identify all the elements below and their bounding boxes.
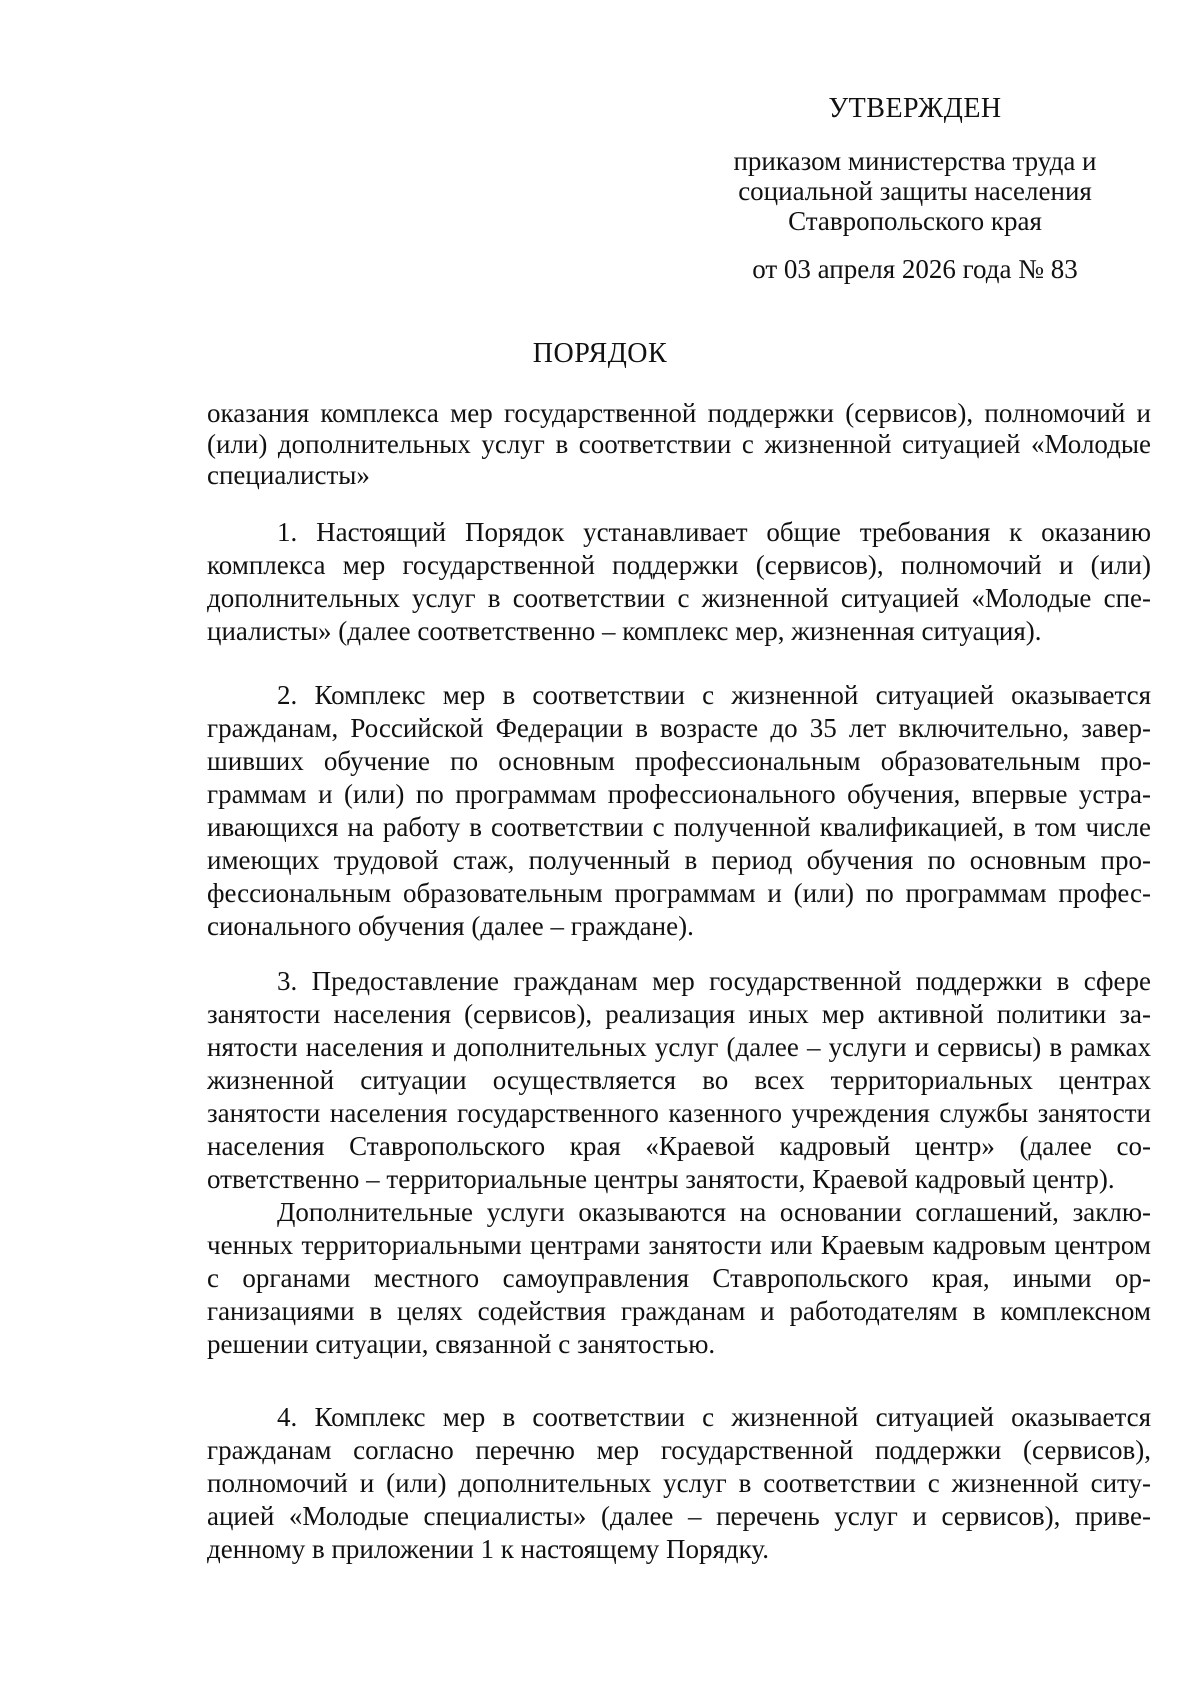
order-issuer-line: Ставропольского края: [788, 206, 1042, 236]
paragraph-2: 2. Комплекс мер в соответствии с жизненной ситуацией оказывается гражданам, Российской Федерации в возрасте до 35 лет включительно, завершивших обучение по основным профессиональным образовательным программам и (или) по программам профессионального обучения, впервые устраивающихся на работу в соответствии с полученной квалификацией, в том числе имеющих трудовой стаж, полученный в период обучения по основным профессиональным образовательным программам и (или) по программам профессионального обучения (далее – граждане).: [207, 680, 1151, 941]
document-title: ПОРЯДОК: [532, 338, 668, 369]
paragraph-3: 3. Предоставление гражданам мер государственной поддержки в сфере занятости населения (сервисов), реализация иных мер активной политики занятости населения и дополнительных услуг (далее – услуги и сервисы) в рамках жизненной ситуации осуществляется во всех территориальных центрах занятости населения государственного казенного учреждения службы занятости населения Ставропольского края «Краевой кадровый центр» (далее соответственно – территориальные центры занятости, Краевой кадровый центр).: [207, 966, 1151, 1194]
paragraph-1: 1. Настоящий Порядок устанавливает общие требования к оказанию комплекса мер государственной поддержки (сервисов), полномочий и (или) дополнительных услуг в соответствии с жизненной ситуацией «Молодые специалисты» (далее соответственно – комплекс мер, жизненная ситуация).: [207, 517, 1151, 646]
order-issuer-line: социальной защиты населения: [738, 176, 1092, 206]
order-date: от 03 апреля 2026 года № 83: [752, 254, 1078, 284]
paragraph-4: 4. Комплекс мер в соответствии с жизненной ситуацией оказывается гражданам согласно перечню мер государственной поддержки (сервисов), полномочий и (или) дополнительных услуг в соответствии с жизненной ситуацией «Молодые специалисты» (далее – перечень услуг и сервисов), приведенному в приложении 1 к настоящему Порядку.: [207, 1402, 1151, 1564]
document-body: [207, 516, 1151, 1566]
approved-heading: УТВЕРЖДЕН: [828, 93, 1002, 124]
order-issuer-line: приказом министерства труда и: [733, 146, 1097, 176]
paragraph-3-continued: Дополнительные услуги оказываются на основании соглашений, заключенных территориальными центрами занятости или Краевым кадровым центром с органами местного самоуправления Ставропольского края, иными организациями в целях содействия гражданам и работодателям в комплексном решении ситуации, связанной с занятостью.: [207, 1197, 1151, 1359]
order-issuer: [700, 146, 1130, 236]
approval-block: [700, 94, 1130, 284]
document-subtitle: оказания комплекса мер государственной поддержки (сервисов), полномочий и (или) дополнительных услуг в соответствии с жизненной ситуацией «Молодые специалисты»: [207, 398, 1151, 490]
